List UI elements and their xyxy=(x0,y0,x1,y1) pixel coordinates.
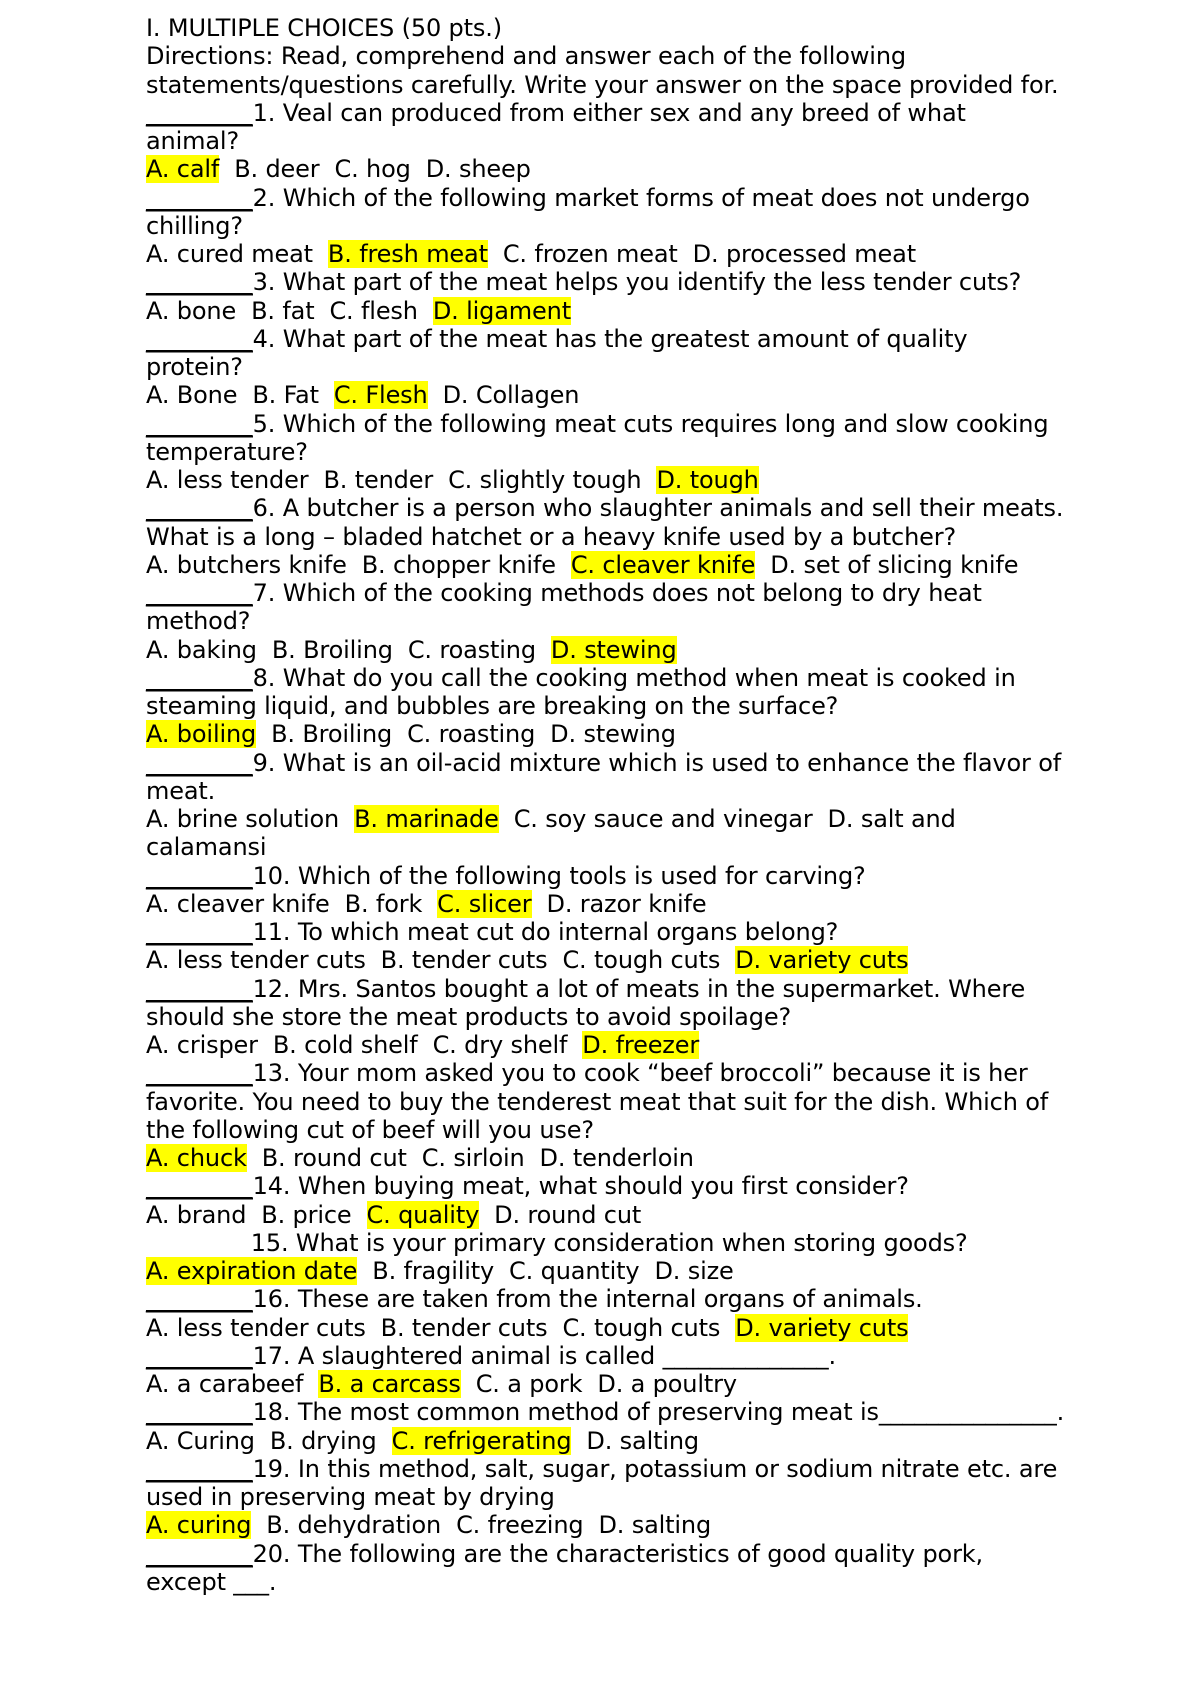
question-1 xyxy=(146,99,1066,156)
answer-blank[interactable]: _________ xyxy=(146,324,253,353)
answer-blank[interactable]: _________ xyxy=(146,1454,253,1483)
choice-c: C. dry shelf xyxy=(432,1031,568,1059)
question-text: 15. What is your primary consideration when storing goods? xyxy=(250,1228,968,1257)
choices-row xyxy=(146,805,1066,862)
question-text: 19. In this method, salt, sugar, potassium or sodium nitrate etc. are used in preserving meat by drying xyxy=(146,1454,1065,1511)
choice-d: D. salting xyxy=(586,1426,700,1455)
choice-d: D. size xyxy=(654,1257,734,1285)
question-19 xyxy=(146,1455,1066,1512)
question-text: 13. Your mom asked you to cook “beef broccoli” because it is her favorite. You need to buy the tenderest meat that suit for the dish. Which of the following cut of beef will you use? xyxy=(146,1059,1056,1144)
choice-c: C. quantity xyxy=(509,1257,640,1285)
choice-c-answer: C. quality xyxy=(366,1200,480,1229)
answer-blank[interactable]: _________ xyxy=(146,974,253,1003)
choice-b-answer: B. marinade xyxy=(354,805,499,833)
question-13 xyxy=(146,1059,1066,1144)
choice-b: B. tender cuts xyxy=(380,1313,548,1342)
answer-blank[interactable]: _________ xyxy=(146,663,253,692)
choice-d: D. round cut xyxy=(494,1200,642,1229)
choices-row xyxy=(146,240,1066,268)
choice-c: C. roasting xyxy=(407,635,536,664)
question-20 xyxy=(146,1540,1066,1597)
choice-c: C. tough cuts xyxy=(562,946,721,975)
question-text: 18. The most common method of preserving meat is_______________. xyxy=(252,1398,1065,1427)
question-15 xyxy=(146,1229,1066,1257)
choice-b: B. price xyxy=(261,1200,352,1229)
choices-row xyxy=(146,551,1066,579)
choice-a: A. a carabeef xyxy=(146,1370,304,1398)
choice-d: D. razor knife xyxy=(546,889,707,918)
question-14 xyxy=(146,1172,1066,1200)
choices-row xyxy=(146,1031,1066,1059)
choice-a-answer: A. calf xyxy=(146,155,220,184)
question-text: 16. These are taken from the internal organs of animals. xyxy=(252,1285,923,1314)
answer-blank[interactable]: _________ xyxy=(146,1059,253,1088)
question-text: 20. The following are the characteristics of good quality pork, except ___. xyxy=(146,1539,991,1596)
question-text: 3. What part of the meat helps you identify the less tender cuts? xyxy=(252,268,1022,297)
choice-c-answer: C. cleaver knife xyxy=(570,550,756,579)
answer-blank[interactable]: _________ xyxy=(146,1539,253,1568)
choices-row xyxy=(146,297,1066,325)
choice-d: D. salt and calamansi xyxy=(146,805,956,862)
choice-b-answer: B. fresh meat xyxy=(327,240,488,268)
choice-d: D. set of slicing knife xyxy=(770,550,1019,579)
choice-d-answer: D. ligament xyxy=(432,296,571,325)
question-text: 7. Which of the cooking methods does not belong to dry heat method? xyxy=(146,579,990,636)
choices-row xyxy=(146,890,1066,918)
question-text: 10. Which of the following tools is used for carving? xyxy=(252,861,866,890)
choice-d: D. sheep xyxy=(425,155,531,184)
choice-c: C. roasting xyxy=(407,720,536,749)
choice-b: B. deer xyxy=(234,155,320,184)
question-10 xyxy=(146,862,1066,890)
question-text: 14. When buying meat, what should you first consider? xyxy=(252,1172,909,1201)
choices-row xyxy=(146,1427,1066,1455)
question-16 xyxy=(146,1285,1066,1313)
question-list xyxy=(146,98,1071,1596)
choice-b: B. round cut xyxy=(261,1144,407,1172)
choice-b: B. fat xyxy=(251,296,315,325)
choice-a: A. crisper xyxy=(146,1031,258,1059)
choice-a-answer: A. boiling xyxy=(146,720,257,749)
choices-row xyxy=(146,1314,1066,1342)
answer-blank[interactable]: _________ xyxy=(146,268,253,297)
answer-blank[interactable]: _________ xyxy=(146,1285,253,1314)
choice-c: C. flesh xyxy=(329,296,418,325)
question-3 xyxy=(146,268,1066,296)
choice-c: C. freezing xyxy=(456,1511,584,1540)
choice-c-answer: C. refrigerating xyxy=(391,1426,572,1455)
question-text: 2. Which of the following market forms of meat does not undergo chilling? xyxy=(146,183,1038,240)
choices-row xyxy=(146,155,1066,183)
choice-d: D. processed meat xyxy=(692,240,916,268)
choice-a: A. less tender cuts xyxy=(146,1313,366,1342)
quiz-page xyxy=(146,14,1071,1596)
choice-b-answer: B. a carcass xyxy=(318,1370,461,1398)
question-4 xyxy=(146,325,1066,382)
answer-blank[interactable]: _________ xyxy=(146,494,253,523)
question-2 xyxy=(146,184,1066,241)
answer-blank[interactable]: _________ xyxy=(146,183,253,212)
question-text: 8. What do you call the cooking method when meat is cooked in steaming liquid, and bubbles are breaking on the surface? xyxy=(146,663,1024,720)
choice-b: B. dehydration xyxy=(266,1511,442,1540)
choice-d-answer: D. tough xyxy=(656,466,759,494)
choice-c: C. soy sauce and vinegar xyxy=(513,805,813,833)
choice-a: A. Bone xyxy=(146,381,238,410)
choice-c: C. slightly tough xyxy=(448,466,642,494)
choice-a: A. brine solution xyxy=(146,805,340,833)
question-7 xyxy=(146,579,1066,636)
question-18 xyxy=(146,1398,1066,1426)
question-5 xyxy=(146,410,1066,467)
answer-blank[interactable]: _________ xyxy=(146,1172,253,1201)
choice-d-answer: D. freezer xyxy=(582,1031,700,1059)
choices-row xyxy=(146,720,1066,748)
choice-a: A. bone xyxy=(146,296,237,325)
question-text: 11. To which meat cut do internal organs belong? xyxy=(252,918,839,946)
choice-d: D. stewing xyxy=(550,720,676,749)
question-8 xyxy=(146,664,1066,721)
choice-a: A. cleaver knife xyxy=(146,889,330,918)
choice-b: B. drying xyxy=(269,1426,377,1455)
answer-blank[interactable]: _________ xyxy=(146,1341,253,1370)
question-text: 9. What is an oil-acid mixture which is used to enhance the flavor of meat. xyxy=(146,748,1069,805)
choice-d-answer: D. stewing xyxy=(550,635,677,664)
answer-blank[interactable]: _________ xyxy=(146,918,253,946)
choice-d: D. tenderloin xyxy=(539,1144,694,1172)
choices-row xyxy=(146,946,1066,974)
answer-blank[interactable]: _________ xyxy=(146,861,253,890)
question-text: 5. Which of the following meat cuts requires long and slow cooking temperature? xyxy=(146,409,1056,466)
choice-b: B. chopper knife xyxy=(361,550,556,579)
choices-row xyxy=(146,466,1066,494)
choices-row xyxy=(146,1511,1066,1539)
choice-d: D. Collagen xyxy=(442,381,580,410)
choice-d: D. a poultry xyxy=(597,1370,737,1398)
choice-c: C. tough cuts xyxy=(562,1313,721,1342)
choice-b: B. cold shelf xyxy=(272,1031,418,1059)
choice-b: B. Broiling xyxy=(271,635,393,664)
question-17 xyxy=(146,1342,1066,1370)
question-11 xyxy=(146,918,1066,946)
choice-c: C. sirloin xyxy=(421,1144,525,1172)
choice-a: A. brand xyxy=(146,1200,247,1229)
choice-c: C. hog xyxy=(334,155,411,184)
answer-blank[interactable]: _________ xyxy=(146,1398,253,1427)
question-text: 12. Mrs. Santos bought a lot of meats in the supermarket. Where should she store the meat products to avoid spoilage? xyxy=(146,974,1033,1031)
question-12 xyxy=(146,975,1066,1032)
choice-b: B. Broiling xyxy=(271,720,393,749)
answer-blank[interactable] xyxy=(146,1229,251,1257)
choice-a: A. less tender xyxy=(146,466,309,494)
choice-c-answer: C. slicer xyxy=(437,889,532,918)
choice-d-answer: D. variety cuts xyxy=(735,1313,909,1342)
choice-a: A. less tender cuts xyxy=(146,946,366,975)
directions-text: Directions: Read, comprehend and answer each of the following statements/questions carefully. Write your answer on the space provided for. xyxy=(146,42,1059,99)
choice-b: B. Fat xyxy=(252,381,319,410)
question-6 xyxy=(146,494,1071,551)
choices-row xyxy=(146,1370,1066,1398)
choice-a: A. butchers knife xyxy=(146,550,347,579)
choice-d: D. salting xyxy=(598,1511,712,1540)
choices-row xyxy=(146,636,1066,664)
choice-a: A. cured meat xyxy=(146,240,313,268)
choices-row xyxy=(146,1144,1066,1172)
answer-blank[interactable]: _________ xyxy=(146,748,253,777)
question-text: 4. What part of the meat has the greatest amount of quality protein? xyxy=(146,324,975,381)
section-title: I. MULTIPLE CHOICES (50 pts.) xyxy=(146,14,502,42)
choice-b: B. fragility xyxy=(372,1257,495,1285)
choice-b: B. tender xyxy=(323,466,434,494)
question-text: 17. A slaughtered animal is called ______________. xyxy=(252,1341,836,1370)
question-9 xyxy=(146,748,1069,806)
choice-a: A. Curing xyxy=(146,1426,255,1455)
choice-d-answer: D. variety cuts xyxy=(735,946,909,975)
choice-a-answer: A. expiration date xyxy=(146,1257,358,1285)
choice-a-answer: A. curing xyxy=(146,1511,252,1540)
choice-c: C. frozen meat xyxy=(502,240,678,268)
answer-blank[interactable]: _________ xyxy=(146,409,253,438)
choice-b: B. tender cuts xyxy=(380,946,548,975)
choice-a: A. baking xyxy=(146,635,257,664)
choice-b: B. fork xyxy=(344,889,423,918)
answer-blank[interactable]: _________ xyxy=(146,579,253,607)
choices-row xyxy=(146,381,1066,409)
choice-a-answer: A. chuck xyxy=(146,1144,247,1172)
choice-c: C. a pork xyxy=(475,1370,583,1398)
choices-row xyxy=(146,1201,1066,1229)
question-text: 6. A butcher is a person who slaughter animals and sell their meats. What is a long – bladed hatchet or a heavy knife used by a butcher? xyxy=(146,494,1071,551)
choices-row xyxy=(146,1257,1066,1285)
question-text: 1. Veal can produced from either sex and any breed of what animal? xyxy=(146,98,974,155)
choice-c-answer: C. Flesh xyxy=(333,381,428,410)
answer-blank[interactable]: _________ xyxy=(146,98,253,127)
